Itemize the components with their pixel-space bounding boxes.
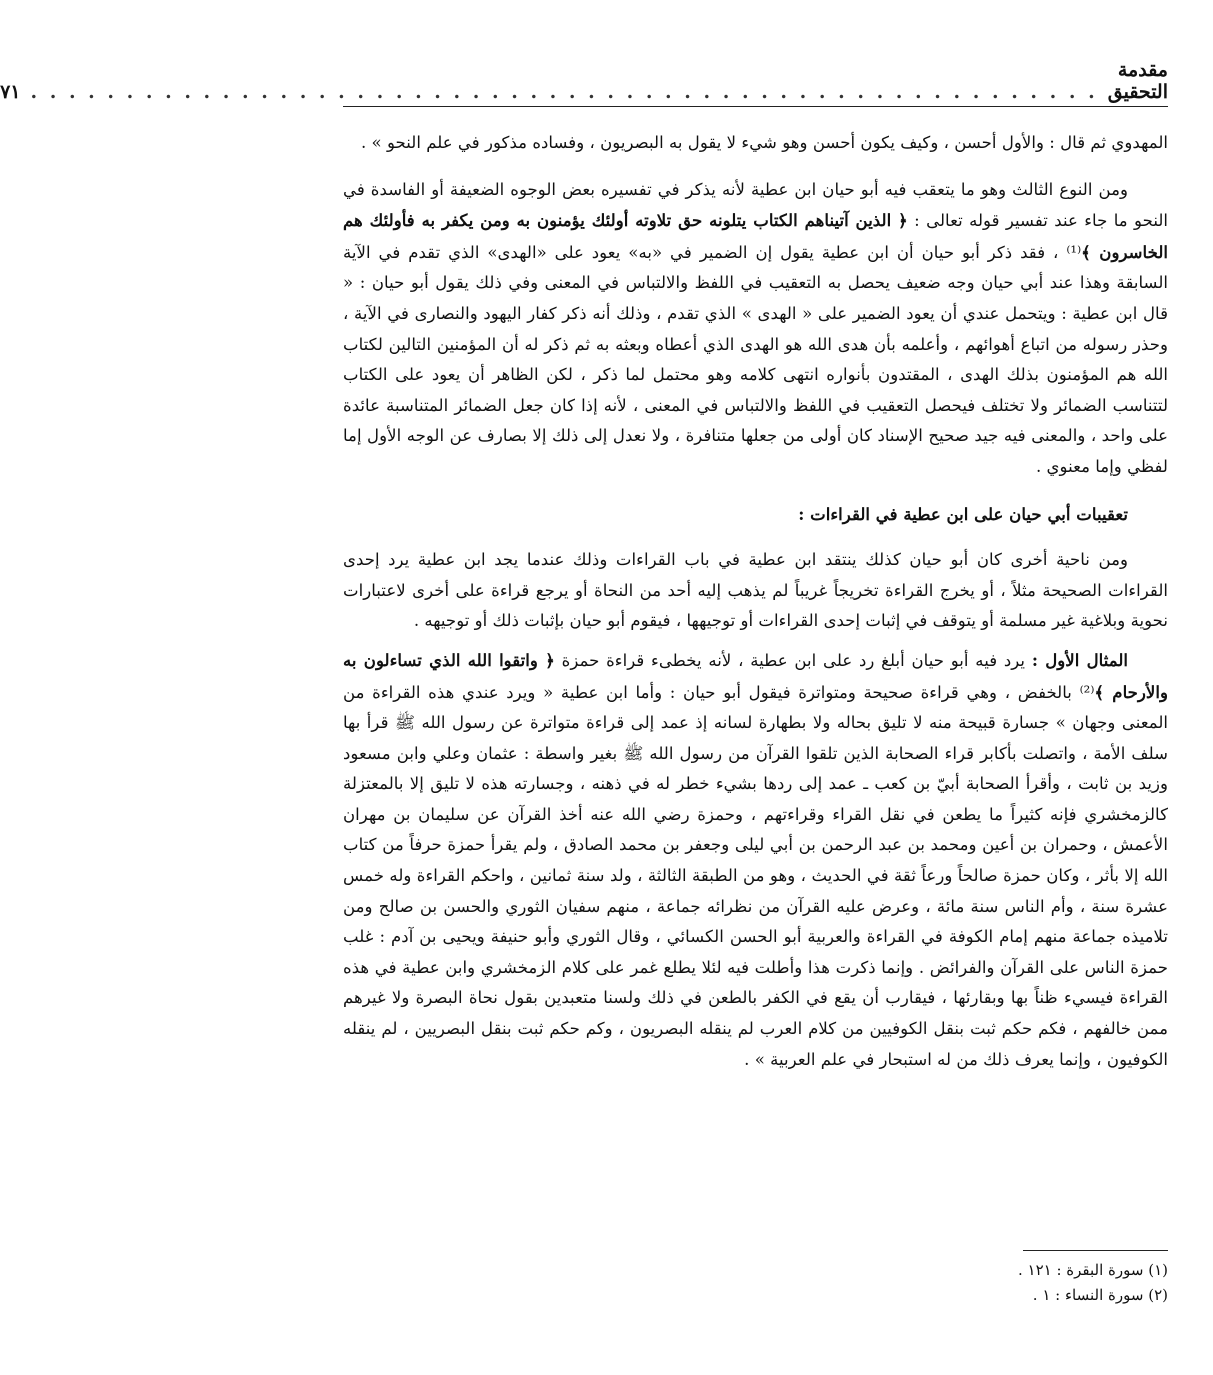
paragraph-4 — [343, 645, 1168, 1075]
page-number: ٧١ — [0, 81, 21, 103]
paragraph-4-intro: يرد فيه أبو حيان أبلغ رد على ابن عطية ، لأنه يخطىء قراءة حمزة — [554, 650, 1032, 670]
footnote-separator — [1023, 1250, 1168, 1251]
paragraph-3: ومن ناحية أخرى كان أبو حيان كذلك ينتقد ابن عطية في باب القراءات وذلك عندما يجد ابن عطية يرد إحدى القراءات الصحيحة مثلاً ، أو يخرج القراءة تخريجاً غريباً لم يذهب إليه أحد من النحاة أو يرجع قراءة على أخرى لاعتبارات نحوية وبلاغية غير مسلمة أو يتوقف في إثبات إحدى القراءات أو توجيهها ، فيقوم أبو حيان بإثبات ذلك أو توجيهه . — [343, 550, 1168, 631]
book-page — [0, 59, 1168, 1332]
paragraph-1: المهدوي ثم قال : والأول أحسن ، وكيف يكون أحسن وهو شيء لا يقول به البصريون ، وفساده مذكور في علم النحو » . — [361, 133, 1168, 152]
running-header — [0, 59, 1168, 107]
example-label: المثال الأول : — [1031, 649, 1128, 670]
paragraph-2-intro: ومن النوع الثالث وهو ما يتعقب فيه أبو حيان ابن عطية لأنه يذكر في تفسيره بعض الوجوه الضعيفة أو الفاسدة في النحو ما جاء عند تفسير قوله تعالى : — [343, 179, 1168, 231]
paragraph-2-body: ⁽¹⁾ ، فقد ذكر أبو حيان أن ابن عطية يقول إن الضمير في «به» يعود على «الهدى» الذي تقدم في الآية السابقة وهذا عند أبي حيان وجه ضعيف يحصل به التعقيب في اللفظ والالتباس في المعنى وفي ذلك يقول أبو حيان : « قال ابن عطية : ويتحمل عندي أن يعود الضمير على « الهدى » الذي تقدم ، وذلك أنه ذكر كفار اليهود والنصارى في الآية ، وحذر رسوله من اتباع أهوائهم ، وأعلمه بأن هدى الله هو الهدى الذي أعطاه وبعثه به ثم ذكر له أن المؤمنين التالين لكتاب الله هم المؤمنون بذلك الهدى ، المقتدون بأنواره انتهى كلامه وهو محتمل لما ذكر ، لكن الظاهر أن يعود على الكتاب لتتناسب الضمائر ولا تختلف فيحصل التعقيب في اللفظ والالتباس في المعنى ، لأنه إذا كان جعل الضمائر المتناسبة عائدة على واحد ، والمعنى فيه جيد صحيح الإسناد كان أولى من جعلها متنافرة ، ولا نعدل إلى ذلك إلا بصارف عن الوجه الأول إما لفظي وإما معنوي . — [343, 242, 1168, 476]
header-title: مقدمة التحقيق — [1107, 59, 1168, 103]
quran-verse-nisa: ﴿ واتقوا الله الذي تساءلون به والأرحام ﴾ — [343, 649, 1168, 702]
footnote-1: (١) سورة البقرة : ١٢١ . — [1017, 1261, 1168, 1279]
header-leader-dots: . . . . . . . . . . . . . . . . . . . . . . . . . . . . . . . . . . . . . . . . . . . . . . . . . . . . . . . . — [30, 81, 1098, 103]
footnotes — [343, 1258, 1168, 1308]
section-heading: تعقيبات أبي حيان على ابن عطية في القراءات : — [798, 503, 1128, 524]
paragraph-2 — [343, 175, 1168, 483]
main-text — [343, 128, 1168, 1091]
paragraph-4-body: ⁽²⁾ بالخفض ، وهي قراءة صحيحة ومتواترة فيقول أبو حيان : وأما ابن عطية « ويرد عندي هذه القراءة من المعنى وجهان » جسارة قبيحة منه لا تليق بحاله ولا بطهارة لسانه إذ عمد إلى قراءة متواترة عن رسول الله ﷺ قرأ بها سلف الأمة ، واتصلت بأكابر قراء الصحابة الذين تلقوا القرآن من رسول الله ﷺ بغير واسطة : عثمان وعلي وابن مسعود وزيد بن ثابت ، وأقرأ الصحابة أبيّ بن كعب ـ عمد إلى ردها بشيء خطر له في ذهنه ، وجسارته هذه لا تليق إلا بالمعتزلة كالزمخشري فإنه كثيراً ما يطعن في نقل القراء وقراءتهم ، وحمزة رضي الله عنه أخذ القرآن عن سليمان بن مهران الأعمش ، وحمران بن أعين ومحمد بن عبد الرحمن بن أبي ليلى وجعفر بن محمد الصادق ، ولم يقرأ حمزة حرفاً من كتاب الله إلا بأثر ، وكان حمزة صالحاً ورعاً ثقة في الحديث ، وهو من الطبقة الثالثة ، ولد سنة ثمانين ، واحكم القراءة وله خمس عشرة سنة ، وأم الناس سنة مائة ، وعرض عليه القرآن من نظرائه جماعة ، منهم سفيان الثوري والحسن بن صالح ومن تلاميذه جماعة منهم إمام الكوفة في القراءة والعربية أبو الحسن الكسائي ، وقال الثوري وأبو حنيفة ويحيى بن آدم : غلب حمزة الناس على القرآن والفرائض . وإنما ذكرت هذا وأطلت فيه لئلا يطلع غمر على كلام الزمخشري وابن عطية في هذه القراءة فيسيء ظناً بها وبقارئها ، فيقارب أن يقع في الكفر بالطعن في ذلك ولسنا متعبدين بقول نحاة البصرة ولا غيرهم ممن خالفهم ، فكم حكم ثبت بنقل الكوفيين من كلام العرب لم ينقله البصريون ، وكم حكم ثبت بنقل البصريين ، لم ينقله الكوفيون ، وإنما يعرف ذلك من له استبحار في علم العربية » . — [343, 682, 1168, 1069]
footnote-2: (٢) سورة النساء : ١ . — [1032, 1286, 1168, 1304]
quran-verse-baqara: ﴿ الذين آتيناهم الكتاب يتلونه حق تلاوته أولئك يؤمنون به ومن يكفر به فأولئك هم الخاسرون ﴾ — [343, 210, 1168, 262]
